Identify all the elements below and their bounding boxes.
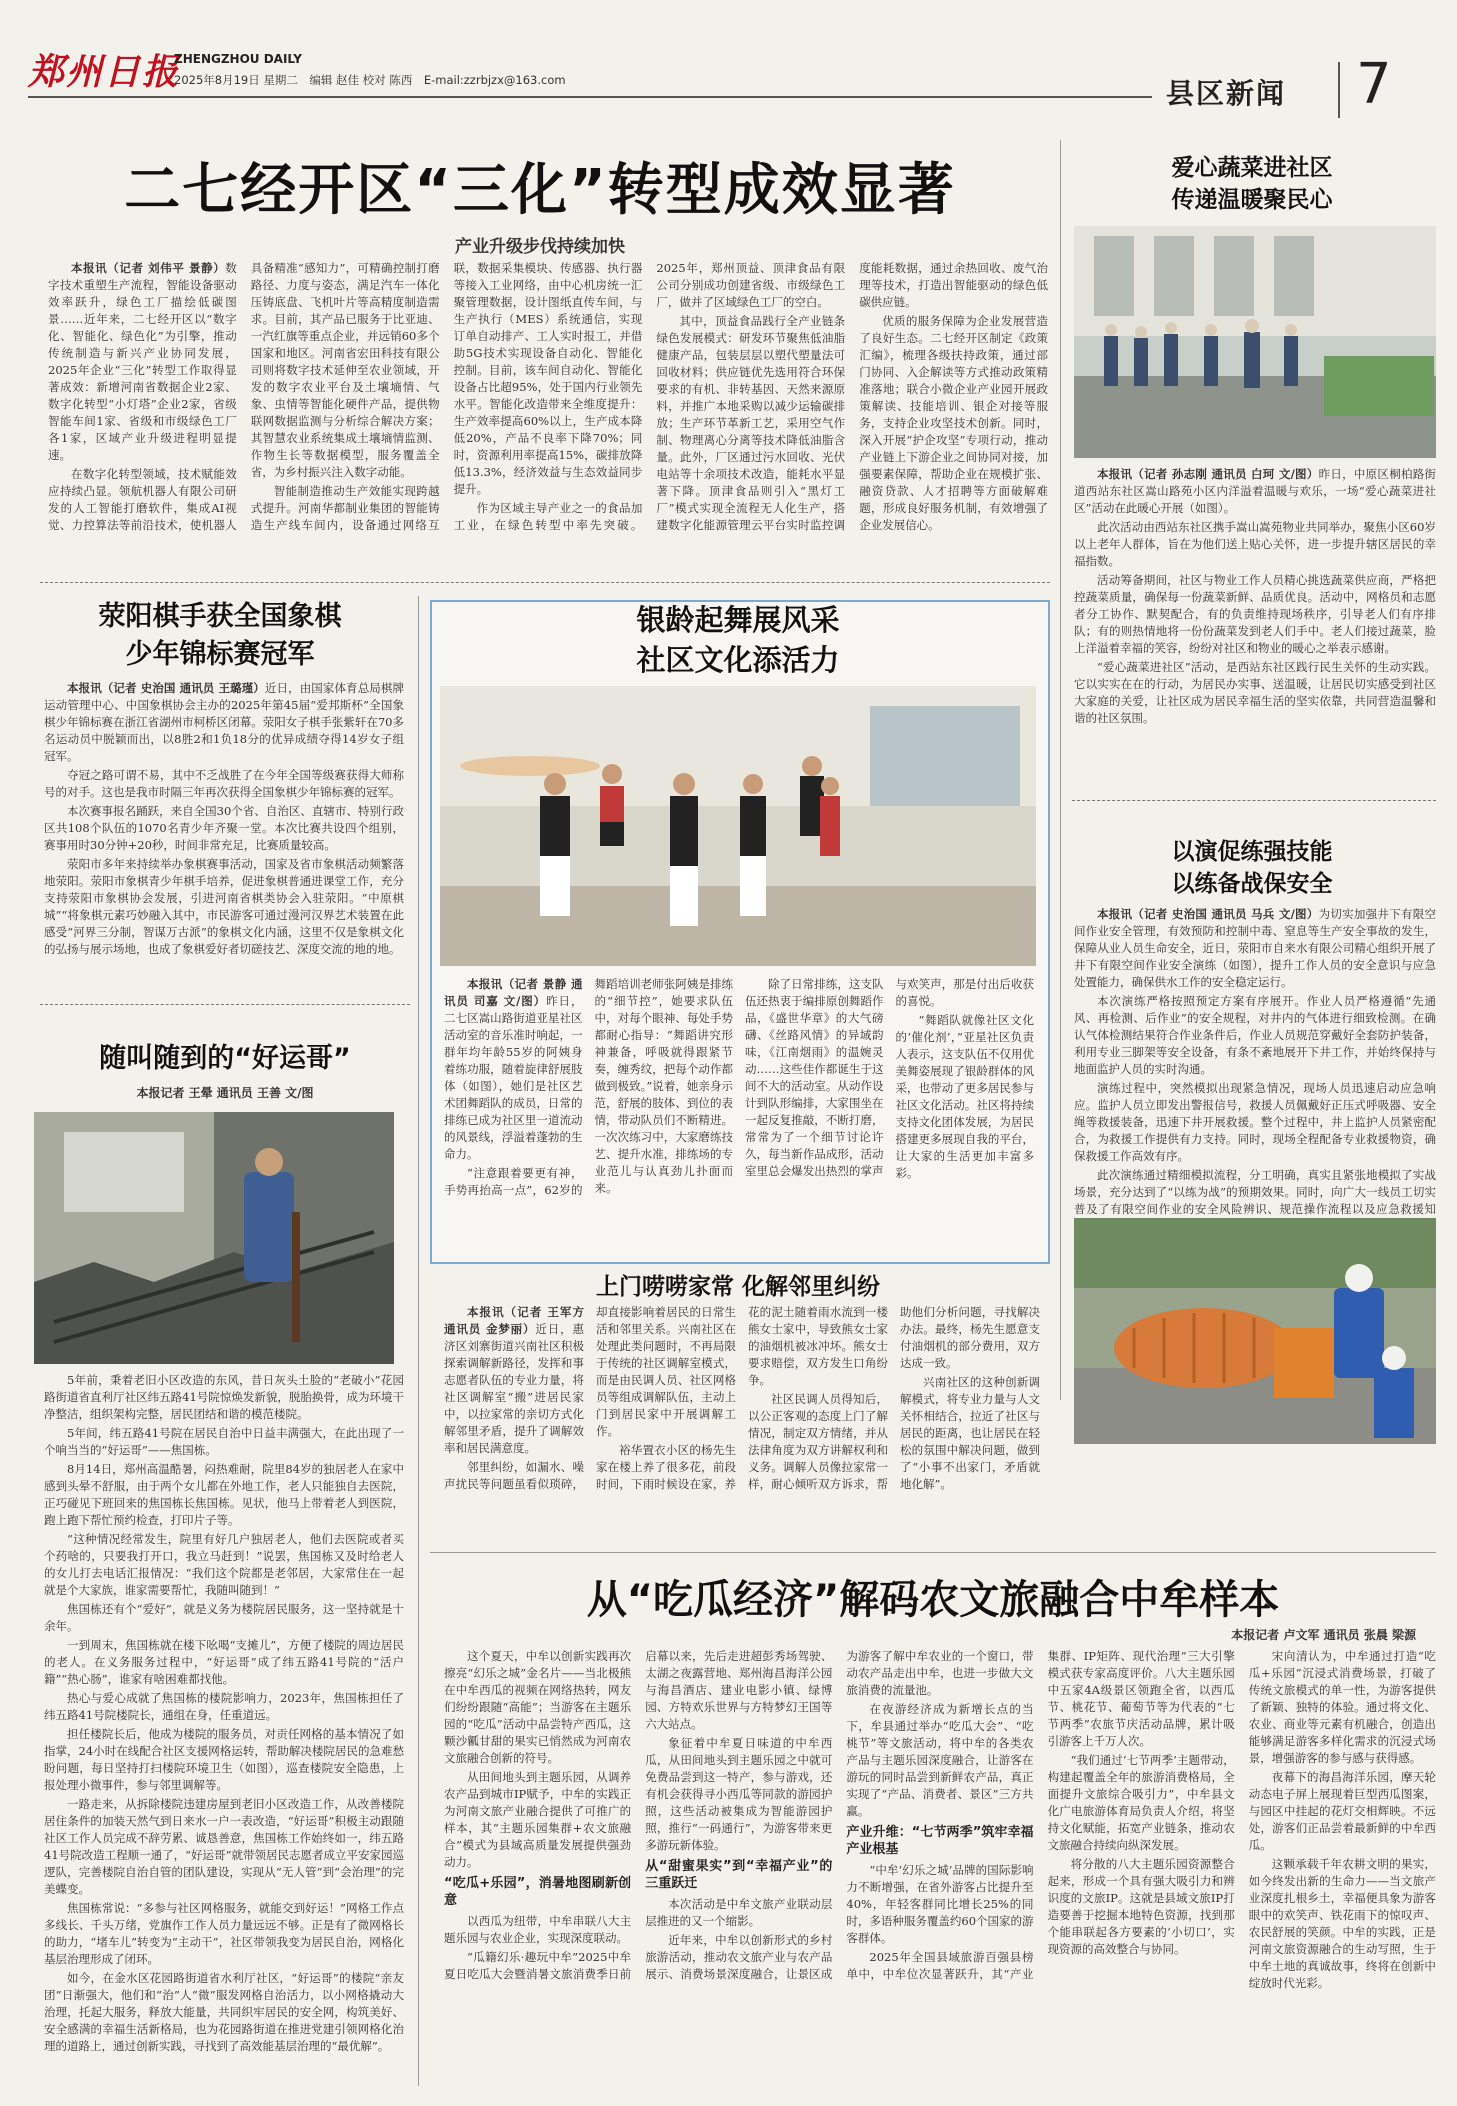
dance-paragraph: “舞蹈队就像社区文化的‘催化剂’，”亚星社区负责人表示，这支队伍不仅用优美舞姿展现了银龄群体的风采，也带动了更多居民参与社区文化活动。社区将持续支持文化团体发展，为居民搭建更多展现自我的平台，让大家的生活更加丰富多彩。 [895,1013,1034,1180]
page-number: 7 [1356,52,1392,117]
goodluck-photo [34,1112,394,1364]
lead-paragraph: 作为区域主导产业之一的食品加工业，在绿色转型中率先突破。2025年，郑州顶益、顶津食品有限公司分别成功创建省级、市级绿色工厂，做并了区域绿色工厂的空白。 [453,261,846,532]
vegetable-paragraph: 昨日，中原区桐柏路街道西站东社区嵩山路苑小区内洋溢着温暖与欢乐，一场“爱心蔬菜进社区”活动在此暖心开展（如图）。 [1074,467,1436,515]
melon-paragraph: 本次活动是中牟文旅产业联动层层推进的又一个缩影。 [645,1897,833,1928]
dance-paragraph: “注意跟着要更有神，手势再抬高一点”，62岁的舞蹈培训老师张阿姨是排练的“细节控”，她要求队伍中，对每个眼神、每处手势都耐心指导：“舞蹈讲究形神兼备，呼吸就得跟紧节奏，缠秀纹，把每个动作都做到极致。”说着，她亲身示范，舒展的肢体、到位的表情，带动队员们不断精进。一次次练习中，大家磨练技艺、提升水准，排练场的专业范儿与认真劲儿扑面而来。 [444,977,733,1197]
melon-paragraph: “我们通过‘七节两季’主题带动，构建起覆盖全年的旅游消费格局，全面提升文旅综合吸引力”，中牟县文化广电旅游体育局负责人介绍，将坚持文化赋能，拓宽产业链条，推动农文旅融合持续向纵深发展。 [1047,1753,1235,1852]
dance-headline-line2: 社区文化添活力 [636,643,840,677]
melon-paragraph: 象征着中牟夏日味道的中牟西瓜，从田间地头到主题乐园之中就可免费品尝到这一特产，参与游戏，还有机会获得寻小西瓜等同款的游园护照，这些活动被集成为智能游园护照，推行“一码通行”，为游客带来更多游玩新体验。 [645,1736,833,1852]
melon-body [444,1648,1436,2092]
neighbor-headline: 上门唠唠家常 化解邻里纠纷 [595,1274,880,1300]
melon-paragraph: 这个夏天，中牟以创新实践再次擦亮“幻乐之城”金名片——当北极熊在中牟西瓜的视频在网络热转，网友们纷纷跟随“高能”；当游客在主题乐园的“吃瓜”活动中品尝特产西瓜，这颗沙瓤甘甜的果实已悄然成为河南农文旅融合创新的符号。 [444,1649,632,1765]
chess-body [44,680,404,996]
vegetable-byline: 本报讯（记者 孙志刚 通讯员 白珂 文/图） [1097,467,1319,481]
dance-photo [440,686,1036,966]
vegetable-headline-line2: 传递温暖聚民心 [1171,187,1333,213]
safety-photo [1074,1218,1436,1444]
vegetable-headline [1072,152,1432,216]
goodluck-paragraph: 5年前，秉着老旧小区改造的东风，昔日灰头土脸的“老破小”花园路街道省直利厅社区纬五路41号院惊焕发新貌，脱胎换骨，成为环境干净整洁，组织架构完整，居民团结和谐的模范楼院。 [44,1373,404,1421]
vegetable-distribution-image [1074,226,1436,458]
chess-divider [40,1004,410,1005]
lead-paragraph: 优质的服务保障为企业发展营造了良好生态。二七经开区制定《政策汇编》，梳理各级扶持政策，通过部门协同、入企解读等方式推动政策精准落地；联合小微企业产业园开展政策解读、技能培训、银企对接等服务，支持企业攻坚技术创新。同时，深入开展“护企攻坚”专项行动，推动产业链上下游企业之间协同对接，加强要素保障，帮助企业在规模扩张、融资贷款、人才招聘等方面破解难题，形成良好服务机制，有效增强了企业发展信心。 [859,314,1048,532]
vegetable-headline-line1: 爱心蔬菜进社区 [1171,155,1333,181]
lead-body [48,260,1048,574]
newspaper-name-en: ZHENGZHOU DAILY [174,52,302,66]
masthead [0,0,1457,117]
lead-paragraph: 其中，顶益食品践行全产业链条绿色发展模式：研发环节聚焦低油脂健康产品，包装层层以塑代塑量法可回收材料；供应链优先选用符合环保要求的有机、非转基因、天然来源原料，并推广本地采购以减少运输碳排放；生产环节革新工艺，采用空气作制、物理离心分离等技术降低油脂含量。此外，厂区通过污水回收、光伏电站等十余项技术改造，能耗水平显著下降。顶津食品则引入“黑灯工厂”模式实现全流程无人化生产，搭建数字化能源管理云平台实时监控调度能耗数据，通过余热回收、废气治理等技术，打造出智能驱动的绿色低碳供应链。 [656,261,1048,532]
goodluck-paragraph: 8月14日，郑州高温酷暑，闷热难耐，院里84岁的独居老人在家中感到头晕不舒服，由于两个女儿都在外地工作，老人只能独自去医院，正巧碰见下班回来的焦国栋长焦国栋。见状，他马上带着老人到医院，跑上跑下帮忙预约检查，打印片子等。 [44,1462,404,1527]
vegetable-paragraph: 此次活动由西站东社区携手嵩山嵩苑物业共同举办，聚焦小区60岁以上老年人群体，旨在为他们送上贴心关怀，进一步提升辖区居民的幸福指数。 [1074,520,1436,568]
stairwell-cleaning-image [34,1112,394,1364]
left-column-divider [418,596,419,2086]
melon-paragraph: 2025年全国县域旅游百强县榜单中，中牟位次显著跃升，其“产业集群、IP矩阵、现代治理”三大引擎模式获专家高度评价。八大主题乐园中五家4A级景区领跑全省，以西瓜节、桃花节、葡萄节等为代表的“七节两季”农旅节庆活动品牌，累计吸引游客上千万人次。 [846,1649,1235,1981]
right-column-divider [1060,140,1061,1400]
dance-paragraph: 昨日，二七区嵩山路街道亚星社区活动室的音乐准时响起，一群年均年龄55岁的阿姨身着练功服，随着旋律舒展肢体（如图），她们是社区艺术团舞蹈队的成员，日常的排练已成为社区里一道流动的风景线，浮溢着蓬勃的生命力。 [444,994,583,1161]
melon-paragraph: 宋向清认为，中牟通过打造“吃瓜+乐园”沉浸式消费场景，打破了传统文旅模式的单一性，为游客提供了新颖、独特的体验。通过将文化、农业、商业等元素有机融合，创造出能够满足游客多样化需求的沉浸式场景，增强游客的参与感与获得感。 [1248,1649,1436,1765]
melon-paragraph: 以西瓜为纽带，中牟串联八大主题乐园与农业企业，实现深度联动。 [444,1914,632,1945]
melon-paragraph: 将分散的八大主题乐园资源整合起来，形成一个具有强大吸引力和辨识度的文旅IP。这就是县域文旅IP打造要善于挖掘本地特色资源，找到那个能串联起各方要素的‘小切口’，实现资源的高效整合与协同。 [1047,1857,1235,1956]
goodluck-paragraph: 担任楼院长后，他成为楼院的服务员，对贡任网格的基本情况了如指掌，24小时在线配合社区支援网格运转，帮助解决楼院居民的急难愁盼问题，每日坚持打扫楼院环境卫生（如图），巡查楼院安全隐患，上报处理小微事件，参与邻里调解等。 [44,1727,404,1792]
lead-paragraph: 在数字化转型领域，技术赋能效应持续凸显。领航机器人有限公司研发的人工智能打磨软件，集成AI视觉、力控算法等前沿技术，使机器人具备精准“感知力”，可精确控制打磨路径、力度与姿态，满足汽车一体化压铸底盘、飞机叶片等高精度制造需求。目前，其产品已服务于比亚迪、一汽红旗等重点企业，并远销60多个国家和地区。河南省宏田科技有限公司则将数字技术延伸至农业领域，开发的数字农业平台及土壤墒情、气象、虫情等智能化硬件产品，提供物联网数据监测与分析综合解决方案；其智慧农业系统集成土壤墒情监测、作物生长等数据模型，服务覆盖全省，为乡村振兴注入数字动能。 [48,261,440,532]
melon-paragraph: 从田间地头到主题乐园，从调养农产品到城市IP赋予，中牟的实践正为河南文旅产业融合提供了可推广的样本，其“主题乐园集群+农文旅融合”模式为县域高质量发展提供强劲动力。 [444,1770,632,1869]
goodluck-paragraph: “这种情况经常发生，院里有好几户独居老人，他们去医院或者买个药啥的，只要我打开口，我立马赶到！”说罢，焦国栋又及时给老人的女儿打去电话汇报情况：“我们这个院都是老邻居，大家常住在一起就是个大家族，谁家需要帮忙，我随叫随到！” [44,1532,404,1597]
melon-paragraph: “瓜籍幻乐·趣玩中牟”2025中牟夏日吃瓜大会暨消暑文旅消费季日前启幕以来，先后走进超彭秀场驾驶、太湖之夜露营地、郑州海昌海洋公园与海昌酒店、建业电影小镇、绿博园、方特欢乐世界与方特梦幻王国等六大站点。 [444,1649,833,1981]
melon-section-heading-1: “吃瓜+乐园”，消暑地图刷新创意 [444,1876,632,1908]
melon-headline: 从“吃瓜经济”解码农文旅融合中牟样本 [586,1577,1280,1623]
melon-paragraph: 夜幕下的海昌海洋乐园，摩天轮动态电子屏上展现着巨型西瓜图案，与园区中挂起的花灯交相辉映。不远处，游客们正品尝着最新鲜的中牟西瓜。 [1248,1770,1436,1852]
masthead-rule [28,96,1152,98]
safety-headline-line2: 以练备战保安全 [1171,871,1333,897]
goodluck-body [44,1372,404,2090]
lead-divider [40,582,1050,583]
goodluck-headline: 随叫随到的“好运哥” [99,1043,351,1074]
melon-top-rule [430,1552,1436,1553]
melon-paragraph: “中牟‘幻乐之城’品牌的国际影响力不断增强，在省外游客占比提升至40%，年轻客群同比增长25%的同时，多语种服务覆盖约60个国家的游客群体。 [846,1863,1034,1945]
chess-headline-line1: 荥阳棋手获全国象棋 [98,601,342,632]
safety-paragraph: 演练过程中，突然模拟出现紧急情况，现场人员迅速启动应急响应。监护人员立即发出警报信号，救援人员佩戴好正压式呼吸器、安全绳等救援装备，迅速下井开展救援。整个过程中，井上监护人员紧密配合，为救援工作提供有力支持。同时，现场全程配备专业救援物资，确保救援工作高效有序。 [1074,1081,1436,1163]
safety-byline: 本报讯（记者 史治国 通讯员 马兵 文/图） [1097,907,1319,921]
chess-paragraph: 近日，由国家体育总局棋牌运动管理中心、中国象棋协会主办的2025年第45届“爱邦斯杯”全国象棋少年锦标赛在浙江省湖州市柯桥区闭幕。荥阳女子棋手张紫轩在70多名运动员中脱颖而出，以8胜2和1负18分的优异成绩夺得14岁女子组冠军。 [44,681,404,763]
neighbor-paragraph: 近日，惠济区刘寨街道兴南社区积极探索调解新路径，发挥和事志愿者队伍的专业力量，将社区调解室“搬”进居民家中，以拉家常的亲切方式化解邻里矛盾，提升了调解效率和居民满意度。 [444,1322,584,1455]
dance-byline: 本报讯（记者 景静 通讯员 司嘉 文/图） [444,977,583,1008]
goodluck-paragraph: 5年间，纬五路41号院在居民自治中日益丰满强大，在此出现了一个响当当的“好运哥”——焦国栋。 [44,1426,404,1457]
safety-paragraph: 为切实加强井下有限空间作业安全管理，有效预防和控制中毒、窒息等生产安全事故的发生，保障从业人员生命安全，近日，荥阳市自来水有限公司精心组织开展了井下有限空间作业安全演练（如图），提升工作人员的安全意识与应急处置能力，确保供水工作的安全稳定运行。 [1074,907,1436,989]
vegetable-body [1074,466,1436,776]
chess-paragraph: 夺冠之路可谓不易，其中不乏战胜了在今年全国等级赛获得大师称号的对手。这也是我市时隔三年再次获得全国象棋少年锦标赛的冠军。 [44,768,404,799]
safety-body [1074,906,1436,1216]
neighbor-paragraph: 邻里纠纷，如漏水、噪声扰民等问题虽看似琐碎，却直接影响着居民的日常生活和邻里关系。兴南社区在处理此类问题时，不再局限于传统的社区调解室模式，而是由民调人员、社区网格员等组成调解队伍，主动上门到居民家中开展调解工作。 [444,1305,736,1491]
melon-section-heading-2: 从“甜蜜果实”到“幸福产业”的三重跃迁 [645,1859,833,1891]
goodluck-paragraph: 如今，在金水区花园路街道省水利厅社区，“好运哥”的楼院“亲友团”日渐强大，他们和“治”人“微”服发网格自治活力，以小网格撬动大治理，托起大服务，释放大能量，共同织牢居民的安全网，构筑美好、安全感满的幸福生活新格局，也为花园路街道在推进党建引领网格化治理的道路上，通过创新实践，寻找到了高效能基层治理的“最优解”。 [44,1971,404,2053]
melon-byline: 本报记者 卢文军 通讯员 张晨 梁源 [1231,1628,1416,1642]
safety-headline-line1: 以演促练强技能 [1171,839,1333,865]
chess-byline: 本报讯（记者 史治国 通讯员 王璐瑾） [67,681,265,695]
vegetable-divider [1072,800,1436,801]
lead-paragraph: 智能制造推动生产效能实现跨越式提升。河南华都制业集团的智能铸造生产线车间内，设备通过网络互联，数据采集模块、传感器、执行器等接入工业网络，由中心机房统一汇聚管理数据，设计图纸直传车间，与生产执行（MES）系统通信，实现订单自动排产、工人实时报工，并借助5G技术实现设备自动化、智能化控制。目前，该车间自动化、智能化设备占比超95%，处于国内行业领先水平。智能化改造带来全维度提升：生产效率提高60%以上，生产成本降低20%，产品不良率下降70%；同时，资源利用率提高15%，碳排放降低13.3%，经济效益与生态效益同步提升。 [250,261,643,532]
chess-paragraph: 本次赛事报名踊跃，来自全国30个省、自治区、直辖市、特别行政区共108个队伍的1070名青少年齐聚一堂。本次比赛共设四个组别，赛事用时30分钟+20秒，时间非常充足，比赛质量较高。 [44,804,404,852]
melon-section-heading-3: 产业升维：“七节两季”筑牢幸福产业根基 [846,1825,1034,1857]
neighbor-paragraph: 兴南社区的这种创新调解模式，将专业力量与人文关怀相结合，拉近了社区与居民的距离，也让居民在轻松的氛围中解决问题，做到了“小事不出家门，矛盾就地化解”。 [900,1375,1040,1491]
lead-paragraph: 数字技术重塑生产流程，智能设备驱动效率跃升，绿色工厂描绘低碳图景……近年来，二七经开区以“数字化、智能化、绿色化”为引擎，推动传统制造与新兴产业协同发展，2025年企业“三化”转型工作取得显著成效：新增河南省数据企业2家、数字化转型“小灯塔”企业2家，省级智能车间1家、省级和市级绿色工厂各1家，区域产业升级进程明显提速。 [48,261,237,462]
safety-paragraph: 此次演练通过精细模拟流程，分工明确，真实且紧张地模拟了实战场景，充分达到了“以练为战”的预期效果。同时，向广大一线员工切实普及了有限空间作业的安全风险辨识、规范操作流程以及应急救援知 [1074,1168,1436,1216]
goodluck-paragraph: 焦国栋还有个“爱好”，就是义务为楼院居民服务，这一坚持就是十余年。 [44,1602,404,1633]
issue-info: 2025年8月19日 星期二 编辑 赵佳 校对 陈西 E-mail:zzrbjzx@163.com [174,73,566,87]
goodluck-paragraph: 一到周末，焦国栋就在楼下吆喝“支摊儿”，方便了楼院的周边居民的老人。在义务服务过程中，“好运哥”成了纬五路41号院的“活户籍”“热心肠”，谁家有啥困难都找他。 [44,1638,404,1686]
goodluck-paragraph: 一路走来，从拆除楼院违建房屋到老旧小区改造工作，从改善楼院居住条件的加装天然气到日来水一户一表改造，“好运哥”积极主动跟随社区工作人员完成不辞劳累、诚恳善意，焦国栋工作始终如一，纬五路41号院改造工程顺一通了，“好运哥”就带领居民志愿者成立平安家园巡逻队，完善楼院自治自管的团队建设，实现从“无人管”到“会治理”的完美蝶变。 [44,1797,404,1896]
dance-body [444,976,1034,1254]
neighbor-body [444,1304,1040,1544]
vegetable-paragraph: 活动筹备期间，社区与物业工作人员精心挑选蔬菜供应商，严格把控蔬菜质量，确保每一份蔬菜新鲜、品质优良。活动中，网格员和志愿者分工协作、默契配合，有的负责维持现场秩序，引导老人们有序排队；有的则热情地将一份份蔬菜发到老人们手中。老人们接过蔬菜，脸上洋溢着幸福的笑容，纷纷对社区和物业的暖心之举表示感谢。 [1074,573,1436,655]
vegetable-paragraph: “爱心蔬菜进社区”活动，是西站东社区践行民生关怀的生动实践。它以实实在在的行动，为居民办实事、送温暖，让居民切实感受到社区大家庭的关爱，让社区成为居民幸福生活的坚实依靠，共同营造温馨和谐的社区氛围。 [1074,660,1436,725]
goodluck-paragraph: 焦国栋常说：“多参与社区网格服务，就能交到好运！”网格工作点多线长、千头万绪，党旗作工作人员力量远远不够。正是有了微网格长的助力，“堵车儿”转变为“主动干”，社区带领我变为居民自治，网格化基层治理形成了闭环。 [44,1901,404,1966]
confined-space-drill-image [1074,1218,1436,1444]
dance-headline-line1: 银龄起舞展风采 [636,603,840,637]
chess-headline [40,598,400,674]
dance-paragraph: 除了日常排练，这支队伍还热衷于编排原创舞蹈作品，《盛世华章》的大气磅礴、《丝路风情》的异域韵味，《江南烟雨》的温婉灵动……这些佳作都诞生于这间不大的活动室。从动作设计到队形编排，大家围坐在一起反复推敲，不断打磨，常常为了一个细节讨论许久，每当新作品成形，活动室里总会爆发出热烈的掌声与欢笑声，那是付出后收获的喜悦。 [745,977,1034,1178]
goodluck-byline: 本报记者 王晕 通讯员 王善 文/图 [136,1086,314,1100]
masthead-divider-vertical [1338,62,1340,118]
safety-paragraph: 本次演练严格按照预定方案有序展开。作业人员严格遵循“先通风、再检测、后作业”的安全规程，对井内的气体进行细致检测。在确认气体检测结果符合作业条件后，作业人员规范穿戴好全套防护装备，利用专业三脚架等安全设备，有条不紊地展开下井工作，并始终保持与地面监护人员的实时沟通。 [1074,994,1436,1076]
neighbor-paragraph: 社区民调人员得知后，以公正客观的态度上门了解情况，制定双方情绪，并从法律角度为双方讲解权利和义务。调解人员像拉家常一样，耐心倾听双方诉求，帮助他们分析问题，寻找解决办法。最终，杨先生愿意支付油烟机的部分费用，双方达成一致。 [748,1305,1040,1491]
chess-paragraph: 荥阳市多年来持续举办象棋赛事活动，国家及省市象棋活动频繁落地荥阳。荥阳市象棋青少年棋手培养，促进象棋普通进课堂工作，充分支持荥阳市象棋协会发展，引进河南省棋类协会入驻荥阳。“中原棋城”“将象棋元素巧妙融入其中，市民游客可通过漫河汉界艺术装置在此感受“河界三分制，智谋万古派”的象棋文化内涵，这里不仅是象棋文化的弘扬与展示场地，也成了象棋爱好者切磋技艺、深度交流的地的地。 [44,857,404,956]
melon-paragraph: 这颗承载千年农耕文明的果实，如今终发出新的生命力——当文旅产业深度扎根乡土，幸福便具象为游客眼中的欢笑声、铁花雨下的惊叹声、农民舒展的笑颜。中牟的实践，正是河南文旅资源融合的生动写照，生于中牟土地的真诚故事，终将在创新中绽放时代光彩。 [1248,1857,1436,1990]
chess-headline-line2: 少年锦标赛冠军 [125,639,315,670]
neighbor-paragraph: 裕华置衣小区的杨先生家在楼上养了很多花，前段时间，下雨时候设在家，养花的泥土随着雨水流到一楼熊女士家中，导致熊女士家的油烟机被冰冲坏。熊女士要求赔偿，双方发生口角纷争。 [596,1305,888,1491]
neighbor-byline: 本报讯（记者 王军方 通讯员 金梦丽） [444,1305,584,1336]
vegetable-photo [1074,226,1436,458]
newspaper-logo: 郑州日报 [28,51,181,93]
melon-paragraph: 在夜游经济成为新增长点的当下，牟县通过举办“吃瓜大会”、“吃桃节”等文旅活动，将中牟的各类农产品与主题乐园深度融合，让游客在游玩的同时品尝到新鲜农产品，真正实现了“产品、消费者、景区”三方共赢。 [846,1702,1034,1818]
lead-headline: 二七经开区“三化”转型成效显著 [124,158,956,223]
section-name: 县区新闻 [1166,77,1287,110]
goodluck-paragraph: 热心与爱心成就了焦国栋的楼院影响力，2023年，焦国栋担任了纬五路41号院楼院长，通组在身，任重道远。 [44,1691,404,1722]
melon-paragraph: 近年来，中牟以创新形式的乡村旅游活动，推动农文旅产业与农产品展示、消费场景深度融合，让景区成为游客了解中牟农业的一个窗口，带动农产品走出中牟，也进一步做大文旅消费的流量池。 [645,1649,1034,1981]
lead-byline: 本报讯（记者 刘伟平 景静） [71,261,226,275]
lead-subtitle: 产业升级步伐持续加快 [455,237,625,257]
dance-rehearsal-image [440,686,1036,966]
dance-headline [430,600,1046,680]
safety-headline [1072,836,1432,900]
